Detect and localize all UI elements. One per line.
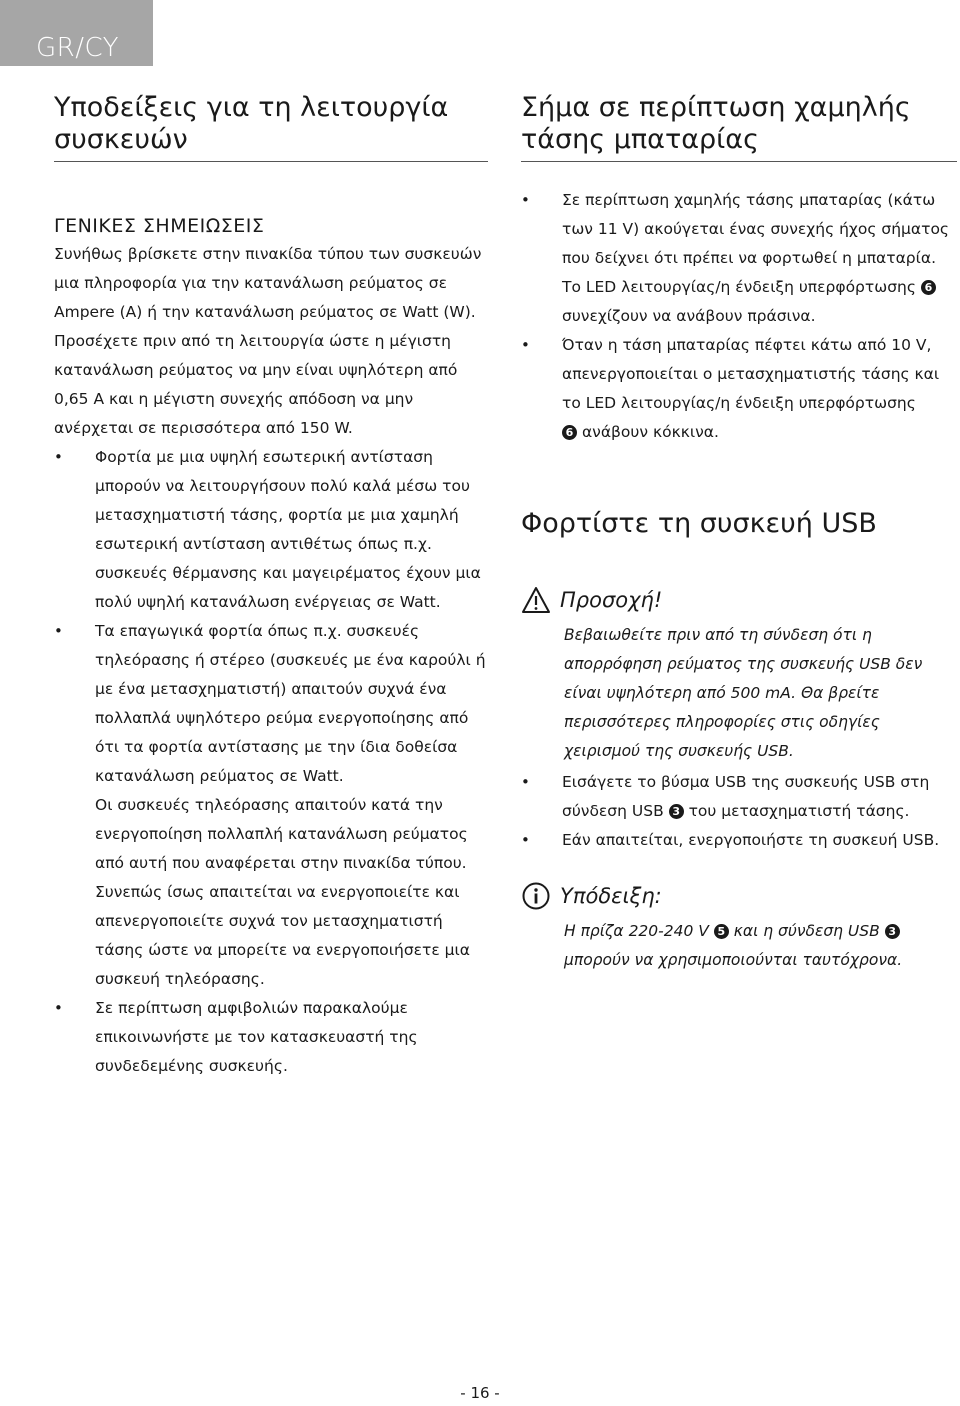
number-badge: 5	[714, 924, 729, 939]
number-badge: 3	[885, 924, 900, 939]
right-bullet-list	[521, 186, 957, 447]
usb-bullet-list	[521, 768, 957, 855]
right-column	[521, 92, 957, 162]
right-body	[521, 186, 957, 975]
left-body	[54, 212, 490, 1081]
left-column	[54, 92, 490, 162]
number-badge: 3	[669, 804, 684, 819]
list-item: • Σε περίπτωση χαμηλής τάσης μπαταρίας (κάτω των 11 V) ακούγεται ένας συνεχής ήχος σήματος που δείχνει ότι πρέπει να φορτωθεί η μπαταρία. Το LED λειτουργίας/η ένδειξη υπερφόρτωσης 6 συνεχίζουν να ανάβουν πράσινα.	[521, 186, 957, 331]
general-notes-heading: ΓΕΝΙΚΕΣ ΣΗΜΕΙΩΣΕΙΣ	[54, 215, 265, 237]
caution-text: Βεβαιωθείτε πριν από τη σύνδεση ότι η απορρόφηση ρεύματος της συσκευής USB δεν είναι υψηλότερη από 500 mA. Θα βρείτε περισσότερες πληροφορίες στις οδηγίες χειρισμού της συσκευής USB.	[564, 626, 923, 760]
list-item-continuation: Οι συσκευές τηλεόρασης απαιτούν κατά την ενεργοποίηση πολλαπλή κατανάλωση ρεύματος από αυτή που αναφέρεται στην πινακίδα τύπου. Συνεπώς ίσως απαιτείται να ενεργοποιείτε και απενεργοποιείτε συχνά τον μετασχηματιστή τάσης ώστε να μπορείτε να ενεργοποιήσετε μια συσκευή τηλεόρασης.	[95, 796, 470, 988]
left-bullet-list	[54, 443, 490, 1081]
warning-icon	[521, 585, 551, 615]
list-item: • Εάν απαιτείται, ενεργοποιήστε τη συσκευή USB.	[521, 826, 957, 855]
list-item: • Τα επαγωγικά φορτία όπως π.χ. συσκευές τηλεόρασης ή στέρεο (συσκευές με ένα καρούλι ή με ένα μετασχηματιστή) απαιτούν συχνά ένα πολλαπλά υψηλότερο ρεύμα ενεργοποίησης από ότι τα φορτία αντίστασης με την ίδια δοθείσα κατανάλωση ρεύματος σε Watt. Οι συσκευές τηλεόρασης απαιτούν κατά την ενεργοποίηση πολλαπλή κατανάλωση ρεύματος από αυτή που αναφέρεται στην πινακίδα τύπου. Συνεπώς ίσως απαιτείται να ενεργοποιείτε και απενεργοποιείτε συχνά τον μετασχηματιστή τάσης ώστε να μπορείτε να ενεργοποιήσετε μια συσκευή τηλεόρασης.	[54, 617, 490, 994]
list-item: • Εισάγετε το βύσμα USB της συσκευής USB στη σύνδεση USB 3 του μετασχηματιστή τάσης.	[521, 768, 957, 826]
list-item: • Σε περίπτωση αμφιβολιών παρακαλούμε επικοινωνήστε με τον κατασκευαστή της συνδεδεμένης συσκευής.	[54, 994, 490, 1081]
language-tab: GR/CY	[0, 0, 153, 66]
right-section-title: Σήμα σε περίπτωση χαμηλής τάσης μπαταρίας	[521, 92, 957, 162]
info-icon	[521, 881, 551, 911]
page-number: - 16 -	[460, 1384, 500, 1402]
intro-paragraph: Συνήθως βρίσκετε στην πινακίδα τύπου των συσκευών μια πληροφορία για την κατανάλωση ρεύματος σε Ampere (A) ή την κατανάλωση ρεύματος σε Watt (W). Προσέχετε πριν από τη λειτουργία ώστε η μέγιστη κατανάλωση ρεύματος να μην είναι υψηλότερη από 0,65 A και η μέγιστη συνεχής απόδοση να μην ανέρχεται σε περισσότερα από 150 W.	[54, 245, 482, 437]
list-item: • Όταν η τάση μπαταρίας πέφτει κάτω από 10 V, απενεργοποιείται ο μετασχηματιστής τάσης και το LED λειτουργίας/η ένδειξη υπερφόρτωσης 6 ανάβουν κόκκινα.	[521, 331, 957, 447]
caution-heading: Προσοχή!	[521, 585, 957, 615]
hint-text: Η πρίζα 220-240 V 5 και η σύνδεση USB 3 μπορούν να χρησιμοποιούνται ταυτόχρονα.	[564, 922, 903, 969]
hint-heading: Υπόδειξη:	[521, 881, 957, 911]
number-badge: 6	[921, 280, 936, 295]
number-badge: 6	[562, 425, 577, 440]
hint-block	[521, 881, 957, 975]
usb-section-title: Φορτίστε τη συσκευή USB	[521, 508, 877, 539]
left-section-title: Υποδείξεις για τη λειτουργία συσκευών	[54, 92, 488, 162]
list-item: • Φορτία με μια υψηλή εσωτερική αντίσταση μπορούν να λειτουργήσουν πολύ καλά μέσω του μετασχηματιστή τάσης, φορτία με μια χαμηλή εσωτερική αντίσταση αντιθέτως όπως π.χ. συσκευές θέρμανσης και μαγειρέματος έχουν μια πολύ υψηλή κατανάλωση ενέργειας σε Watt.	[54, 443, 490, 617]
caution-block	[521, 585, 957, 766]
